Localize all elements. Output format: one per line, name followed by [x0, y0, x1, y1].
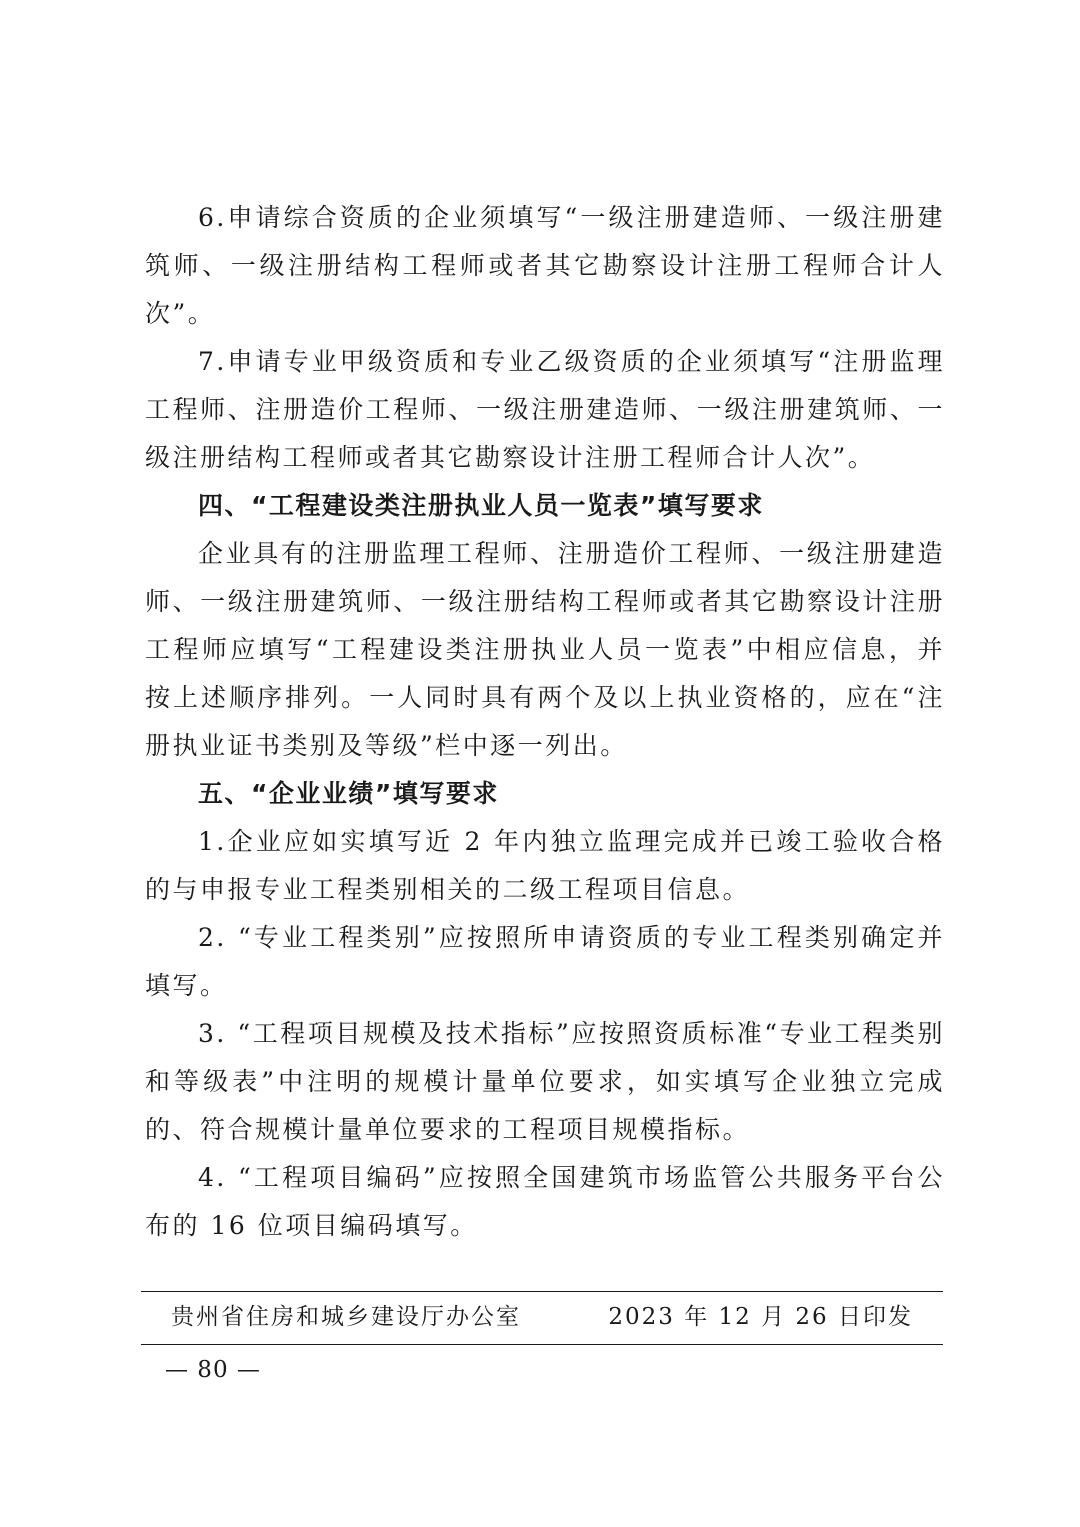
section-5-item-2-paragraph: 2. “专业工程类别”应按照所申请资质的专业工程类别确定并填写。 [145, 923, 945, 1000]
imprint-block [141, 1291, 943, 1345]
item-6-paragraph: 6.申请综合资质的企业须填写“一级注册建造师、一级注册建筑师、一级注册结构工程师或者其它勘察设计注册工程师合计人次”。 [145, 203, 945, 328]
print-date: 2023 年 12 月 26 日印发 [608, 1304, 913, 1330]
document-body [145, 194, 945, 1250]
issuer-office: 贵州省住房和城乡建设厅办公室 [171, 1304, 521, 1330]
section-5-item-1-paragraph: 1.企业应如实填写近 2 年内独立监理完成并已竣工验收合格的与申报专业工程类别相关的二级工程项目信息。 [145, 827, 945, 904]
item-7-paragraph: 7.申请专业甲级资质和专业乙级资质的企业须填写“注册监理工程师、注册造价工程师、一级注册建造师、一级注册建筑师、一级注册结构工程师或者其它勘察设计注册工程师合计人次”。 [145, 347, 945, 472]
section-5-heading: 五、“企业业绩”填写要求 [198, 779, 499, 808]
section-5-item-4-paragraph: 4. “工程项目编码”应按照全国建筑市场监管公共服务平台公布的 16 位项目编码填写。 [145, 1163, 945, 1240]
page-number: — 80 — [165, 1357, 261, 1383]
section-4-body-paragraph: 企业具有的注册监理工程师、注册造价工程师、一级注册建造师、一级注册建筑师、一级注册结构工程师或者其它勘察设计注册工程师应填写“工程建设类注册执业人员一览表”中相应信息，并按上述顺序排列。一人同时具有两个及以上执业资格的，应在“注册执业证书类别及等级”栏中逐一列出。 [145, 539, 945, 760]
section-4-heading: 四、“工程建设类注册执业人员一览表”填写要求 [198, 491, 764, 520]
section-5-item-3-paragraph: 3. “工程项目规模及技术指标”应按照资质标准“专业工程类别和等级表”中注明的规模计量单位要求，如实填写企业独立完成的、符合规模计量单位要求的工程项目规模指标。 [145, 1019, 945, 1144]
